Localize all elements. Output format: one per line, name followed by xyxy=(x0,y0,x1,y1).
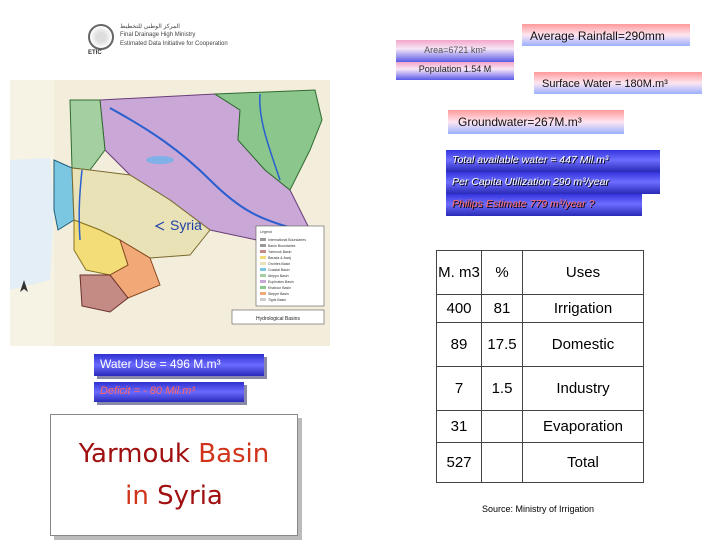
table-row xyxy=(437,411,644,443)
deficit-callout: Deficit = - 80 Mil.m³ xyxy=(94,382,244,402)
legend-title: Hydrological Basins xyxy=(256,316,300,322)
area-banner: Area=6721 km² xyxy=(396,40,514,62)
legend-item: International Boundaries xyxy=(268,238,306,242)
legend-item: Coastal Basin xyxy=(268,268,290,272)
title-line-2 xyxy=(125,475,223,517)
groundwater-banner: Groundwater=267M.m³ xyxy=(448,110,624,134)
philips-banner: Philips Estimate 779 m³/year ? xyxy=(446,194,642,216)
emblem-icon xyxy=(88,24,114,50)
legend-item: Tigris Basin xyxy=(268,298,287,302)
cell-use: Industry xyxy=(523,367,644,411)
lake-assad xyxy=(146,156,174,164)
header-uses: Uses xyxy=(523,251,644,295)
cell-volume: 400 xyxy=(437,295,482,323)
legend-item: Basin Boundaries xyxy=(268,244,296,248)
rainfall-banner: Average Rainfall=290mm xyxy=(522,24,690,46)
table-row xyxy=(437,367,644,411)
cell-percent: 17.5 xyxy=(482,323,523,367)
population-banner: Population 1.54 M xyxy=(396,62,514,80)
water-uses-table xyxy=(436,250,644,483)
cell-percent: 81 xyxy=(482,295,523,323)
slide-title xyxy=(50,414,298,536)
title-word-in: in xyxy=(125,481,149,511)
per-capita-banner: Per Capita Utilization 290 m³/year xyxy=(446,172,660,194)
cell-percent xyxy=(482,411,523,443)
water-use-callout: Water Use = 496 M.m³ xyxy=(94,354,264,376)
title-word-syria: Syria xyxy=(157,481,223,511)
cell-use: Irrigation xyxy=(523,295,644,323)
legend-item: Khabour Basin xyxy=(268,286,291,290)
cell-percent: 1.5 xyxy=(482,367,523,411)
cell-percent xyxy=(482,443,523,483)
cell-volume: 89 xyxy=(437,323,482,367)
legend-item: Euphrates Basin xyxy=(268,280,294,284)
header-percent: % xyxy=(482,251,523,295)
org-line-arabic: المركز الوطني للتخطيط xyxy=(120,24,180,30)
syria-label: Syria xyxy=(170,217,202,233)
legend-item: Aleppo Basin xyxy=(268,274,289,278)
title-word-yarmouk: Yarmouk xyxy=(78,439,190,469)
surface-water-banner: Surface Water = 180M.m³ xyxy=(534,72,702,94)
legend-item: Orontes Basin xyxy=(268,262,291,266)
basin-map xyxy=(10,80,330,346)
cell-volume: 527 xyxy=(437,443,482,483)
table-row xyxy=(437,443,644,483)
source-note: Source: Ministry of Irrigation xyxy=(482,504,595,514)
title-line-1 xyxy=(79,433,270,475)
cell-volume: 7 xyxy=(437,367,482,411)
cell-use: Domestic xyxy=(523,323,644,367)
cell-volume: 31 xyxy=(437,411,482,443)
header-mm3: M. m3 xyxy=(437,251,482,295)
cell-use: Total xyxy=(523,443,644,483)
table-row xyxy=(437,295,644,323)
map-svg xyxy=(10,80,330,346)
legend-item: Yarmouk Basin xyxy=(268,250,292,254)
coastal-basin xyxy=(54,160,74,230)
cell-use: Evaporation xyxy=(523,411,644,443)
legend-item: Legend xyxy=(260,230,272,234)
table-row xyxy=(437,323,644,367)
etic-logo xyxy=(88,20,288,60)
legend-item: Barada & Awaj xyxy=(268,256,291,260)
total-water-banner: Total available water = 447 Mil.m³ xyxy=(446,150,660,172)
legend-item: Steppe Basin xyxy=(268,292,289,296)
org-line-3: Estimated Data Initiative for Cooperation xyxy=(120,41,228,47)
title-word-basin: Basin xyxy=(198,439,270,469)
org-line-2: Final Drainage High Ministry xyxy=(120,32,196,38)
logo-label: ETIC xyxy=(88,50,102,56)
table-header-row xyxy=(437,251,644,295)
